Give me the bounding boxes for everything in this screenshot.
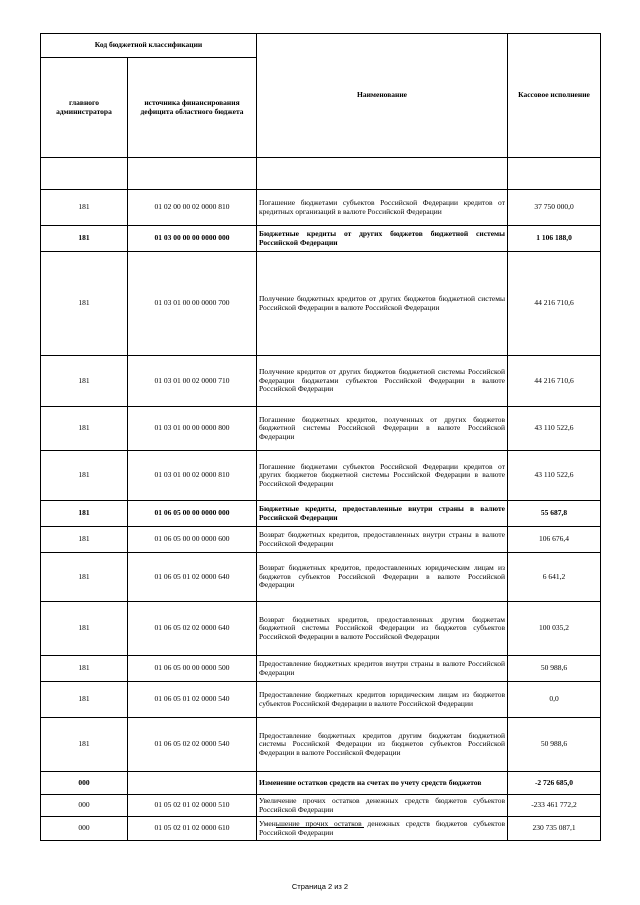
table-row bbox=[41, 356, 601, 407]
header-name: Наименование bbox=[257, 34, 508, 158]
row-amount: 6 641,2 bbox=[508, 553, 601, 602]
row-amount: -233 461 772,2 bbox=[508, 795, 601, 817]
table-row bbox=[41, 226, 601, 252]
row-name: Бюджетные кредиты от других бюджетов бюджетной системы Российской Федерации bbox=[257, 226, 508, 252]
row-amount: 0,0 bbox=[508, 682, 601, 718]
source-code: 01 03 01 00 02 0000 710 bbox=[128, 356, 257, 407]
row-name: Получение кредитов от других бюджетов бюджетной системы Российской Федерации бюджетами субъектов Российской Федерации в валюте Российской Федерации bbox=[257, 356, 508, 407]
table-row bbox=[41, 656, 601, 682]
row-amount: 1 106 188,0 bbox=[508, 226, 601, 252]
row-amount: 230 735 087,1 bbox=[508, 817, 601, 841]
table-row bbox=[41, 451, 601, 501]
table-row bbox=[41, 527, 601, 553]
admin-code: 000 bbox=[41, 772, 128, 795]
source-code bbox=[128, 772, 257, 795]
row-name: Возврат бюджетных кредитов, предоставленных внутри страны в валюте Российской Федерации bbox=[257, 527, 508, 553]
row-name: Увеличение прочих остатков денежных средств бюджетов субъектов Российской Федерации bbox=[257, 795, 508, 817]
row-amount: 43 110 522,6 bbox=[508, 451, 601, 501]
admin-code: 000 bbox=[41, 795, 128, 817]
row-name: Уменьшение прочих остатков денежных средств бюджетов субъектов Российской Федерации bbox=[257, 817, 508, 841]
row-name: Возврат бюджетных кредитов, предоставленных юридическим лицам из бюджетов субъектов Российской Федерации в валюте Российской Федерации bbox=[257, 553, 508, 602]
admin-code: 181 bbox=[41, 356, 128, 407]
header-cash-execution: Кассовое исполнение bbox=[508, 34, 601, 158]
row-amount: 44 216 710,6 bbox=[508, 356, 601, 407]
admin-code: 181 bbox=[41, 718, 128, 772]
row-amount: 43 110 522,6 bbox=[508, 407, 601, 451]
source-code: 01 03 01 00 00 0000 800 bbox=[128, 407, 257, 451]
table-row bbox=[41, 772, 601, 795]
table-row bbox=[41, 501, 601, 527]
table-row bbox=[41, 190, 601, 226]
header-financing-source: источника финансирования дефицита областного бюджета bbox=[128, 58, 257, 158]
source-code: 01 05 02 01 02 0000 610 bbox=[128, 817, 257, 841]
table-row bbox=[41, 795, 601, 817]
admin-code: 000 bbox=[41, 817, 128, 841]
row-name: Предоставление бюджетных кредитов другим бюджетам бюджетной системы Российской Федерации из бюджетов субъектов Российской Федерации в валюте Российской Федерации bbox=[257, 718, 508, 772]
table-row bbox=[41, 682, 601, 718]
row-name: Предоставление бюджетных кредитов юридическим лицам из бюджетов субъектов Российской Федерации в валюте Российской Федерации bbox=[257, 682, 508, 718]
admin-code: 181 bbox=[41, 602, 128, 656]
source-code: 01 06 05 01 02 0000 540 bbox=[128, 682, 257, 718]
admin-code: 181 bbox=[41, 407, 128, 451]
source-code: 01 06 05 02 02 0000 540 bbox=[128, 718, 257, 772]
row-name: Погашение бюджетных кредитов, полученных от других бюджетов бюджетной системы Российской Федерации в валюте Российской Федерации bbox=[257, 407, 508, 451]
row-amount: 100 035,2 bbox=[508, 602, 601, 656]
budget-table bbox=[40, 33, 601, 841]
source-code: 01 05 02 01 02 0000 510 bbox=[128, 795, 257, 817]
row-amount: 50 988,6 bbox=[508, 718, 601, 772]
row-name: Изменение остатков средств на счетах по учету средств бюджетов bbox=[257, 772, 508, 795]
row-amount: 50 988,6 bbox=[508, 656, 601, 682]
source-code: 01 06 05 00 00 0000 600 bbox=[128, 527, 257, 553]
row-amount: 37 750 000,0 bbox=[508, 190, 601, 226]
source-code: 01 03 01 00 00 0000 700 bbox=[128, 252, 257, 356]
admin-code: 181 bbox=[41, 553, 128, 602]
row-name: Погашение бюджетами субъектов Российской Федерации кредитов от других бюджетов бюджетной системы Российской Федерации в валюте Российской Федерации bbox=[257, 451, 508, 501]
table-row bbox=[41, 252, 601, 356]
source-code: 01 06 05 02 02 0000 640 bbox=[128, 602, 257, 656]
admin-code: 181 bbox=[41, 527, 128, 553]
source-code: 01 06 05 00 00 0000 500 bbox=[128, 656, 257, 682]
admin-code: 181 bbox=[41, 451, 128, 501]
table-row bbox=[41, 407, 601, 451]
source-code: 01 02 00 00 02 0000 810 bbox=[128, 190, 257, 226]
row-name: Предоставление бюджетных кредитов внутри страны в валюте Российской Федерации bbox=[257, 656, 508, 682]
table-row bbox=[41, 718, 601, 772]
admin-code: 181 bbox=[41, 501, 128, 527]
row-amount: -2 726 685,0 bbox=[508, 772, 601, 795]
row-amount: 44 216 710,6 bbox=[508, 252, 601, 356]
admin-code: 181 bbox=[41, 190, 128, 226]
row-name: Погашение бюджетами субъектов Российской Федерации кредитов от кредитных организаций в валюте Российской Федерации bbox=[257, 190, 508, 226]
header-budget-classification: Код бюджетной классификации bbox=[41, 34, 257, 58]
page-number: Страница 2 из 2 bbox=[291, 882, 349, 891]
footer-divider bbox=[276, 827, 364, 828]
admin-code: 181 bbox=[41, 656, 128, 682]
admin-code: 181 bbox=[41, 226, 128, 252]
table-row bbox=[41, 602, 601, 656]
row-name: Возврат бюджетных кредитов, предоставленных другим бюджетам бюджетной системы Российской Федерации из бюджетов субъектов Российской Федерации в валюте Российской Федерации bbox=[257, 602, 508, 656]
source-code: 01 03 00 00 00 0000 000 bbox=[128, 226, 257, 252]
row-amount: 106 676,4 bbox=[508, 527, 601, 553]
row-name: Получение бюджетных кредитов от других бюджетов бюджетной системы Российской Федерации в валюте Российской Федерации bbox=[257, 252, 508, 356]
admin-code: 181 bbox=[41, 682, 128, 718]
header-main-administrator: главного администратора bbox=[41, 58, 128, 158]
table-row bbox=[41, 817, 601, 841]
source-code: 01 06 05 00 00 0000 000 bbox=[128, 501, 257, 527]
table-row bbox=[41, 553, 601, 602]
admin-code: 181 bbox=[41, 252, 128, 356]
source-code: 01 06 05 01 02 0000 640 bbox=[128, 553, 257, 602]
row-name: Бюджетные кредиты, предоставленные внутри страны в валюте Российской Федерации bbox=[257, 501, 508, 527]
source-code: 01 03 01 00 02 0000 810 bbox=[128, 451, 257, 501]
row-amount: 55 687,8 bbox=[508, 501, 601, 527]
